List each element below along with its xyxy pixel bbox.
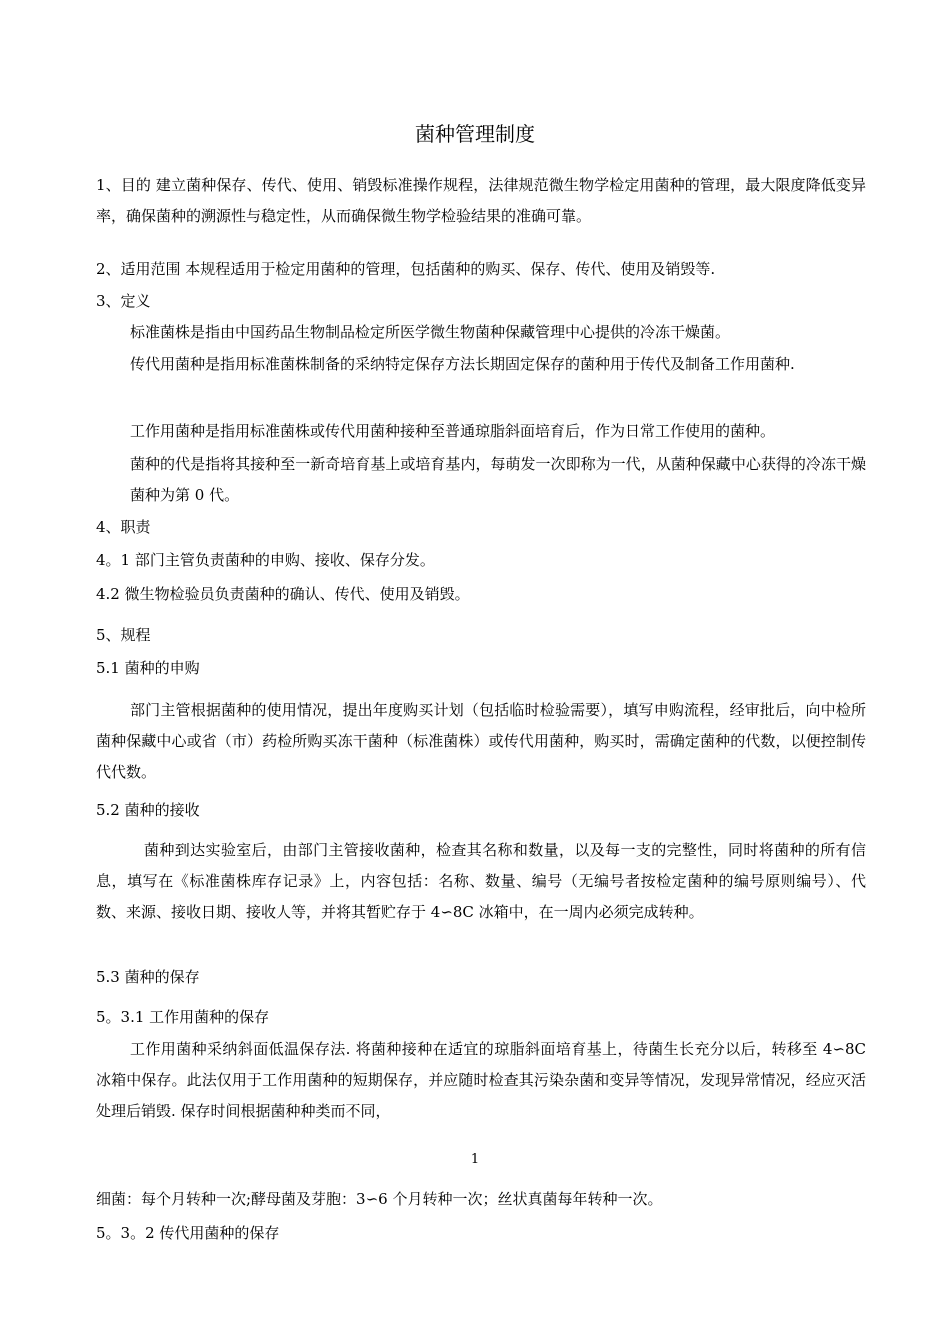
generation-definition: 菌种的代是指将其接种至一新奇培育基上或培育基内，每萌发一次即称为一代，从菌种保藏中心获得的冷冻干燥菌种为第 0 代。 [130,455,866,504]
page-number: 1 [470,1152,480,1167]
section-5-3-2-heading: 5。3。2 传代用菌种的保存 [96,1224,280,1242]
document-title: 菌种管理制度 [415,122,535,146]
standard-strain-definition: 标准菌株是指由中国药品生物制品检定所医学微生物菌种保藏管理中心提供的冷冻干燥菌。 [130,323,731,341]
section-5-1-paragraph: 部门主管根据菌种的使用情况，提出年度购买计划（包括临时检验需要），填写申购流程，经审批后，向中检所菌种保藏中心或省（市）药检所购买冻干菌种（标准菌株）或传代用菌种，购买时，需确定菌种的代数，以便控制传代代数。 [96,701,866,781]
section-5-3-1-paragraph: 工作用菌种采纳斜面低温保存法. 将菌种接种在适宜的琼脂斜面培育基上，待菌生长充分以后，转移至 4∽8C 冰箱中保存。此法仅用于工作用菌种的短期保存，并应随时检查其污染杂菌和变异等情况，发现异常情况，经应灭活处理后销毁. 保存时间根据菌种种类而不同， [96,1040,866,1120]
purpose-paragraph: 1、目的 建立菌种保存、传代、使用、销毁标准操作规程，法律规范微生物学检定用菌种的管理，最大限度降低变异率，确保菌种的溯源性与稳定性，从而确保微生物学检验结果的准确可靠。 [96,176,866,225]
section-5-1-heading: 5.1 菌种的申购 [96,659,200,677]
definition-heading: 3、定义 [96,292,151,310]
section-5-3-heading: 5.3 菌种的保存 [96,968,200,986]
procedure-heading: 5、规程 [96,626,151,644]
duty-item-2: 4.2 微生物检验员负责菌种的确认、传代、使用及销毁。 [96,585,470,603]
working-strain-definition: 工作用菌种是指用标准菌株或传代用菌种接种至普通琼脂斜面培育后，作为日常工作使用的菌种。 [130,422,776,440]
section-5-2-paragraph: 菌种到达实验室后，由部门主管接收菌种，检查其名称和数量，以及每一支的完整性，同时将菌种的所有信息，填写在《标准菌株库存记录》上，内容包括：名称、数量、编号（无编号者按检定菌种的编号原则编号）、代数、来源、接收日期、接收人等，并将其暂贮存于 4∽8C 冰箱中，在一周内必须完成转种。 [96,841,866,921]
passage-strain-definition: 传代用菌种是指用标准菌株制备的采纳特定保存方法长期固定保存的菌种用于传代及制备工作用菌种. [130,355,795,373]
duty-heading: 4、职责 [96,518,151,536]
section-5-3-1-heading: 5。3.1 工作用菌种的保存 [96,1008,270,1026]
transfer-interval-paragraph: 细菌：每个月转种一次;酵母菌及芽胞：3∽6 个月转种一次；丝状真菌每年转种一次。 [96,1190,663,1208]
section-5-2-heading: 5.2 菌种的接收 [96,801,200,819]
duty-item-1: 4。1 部门主管负责菌种的申购、接收、保存分发。 [96,551,435,569]
scope-paragraph: 2、适用范围 本规程适用于检定用菌种的管理，包括菌种的购买、保存、传代、使用及销毁等. [96,260,716,278]
